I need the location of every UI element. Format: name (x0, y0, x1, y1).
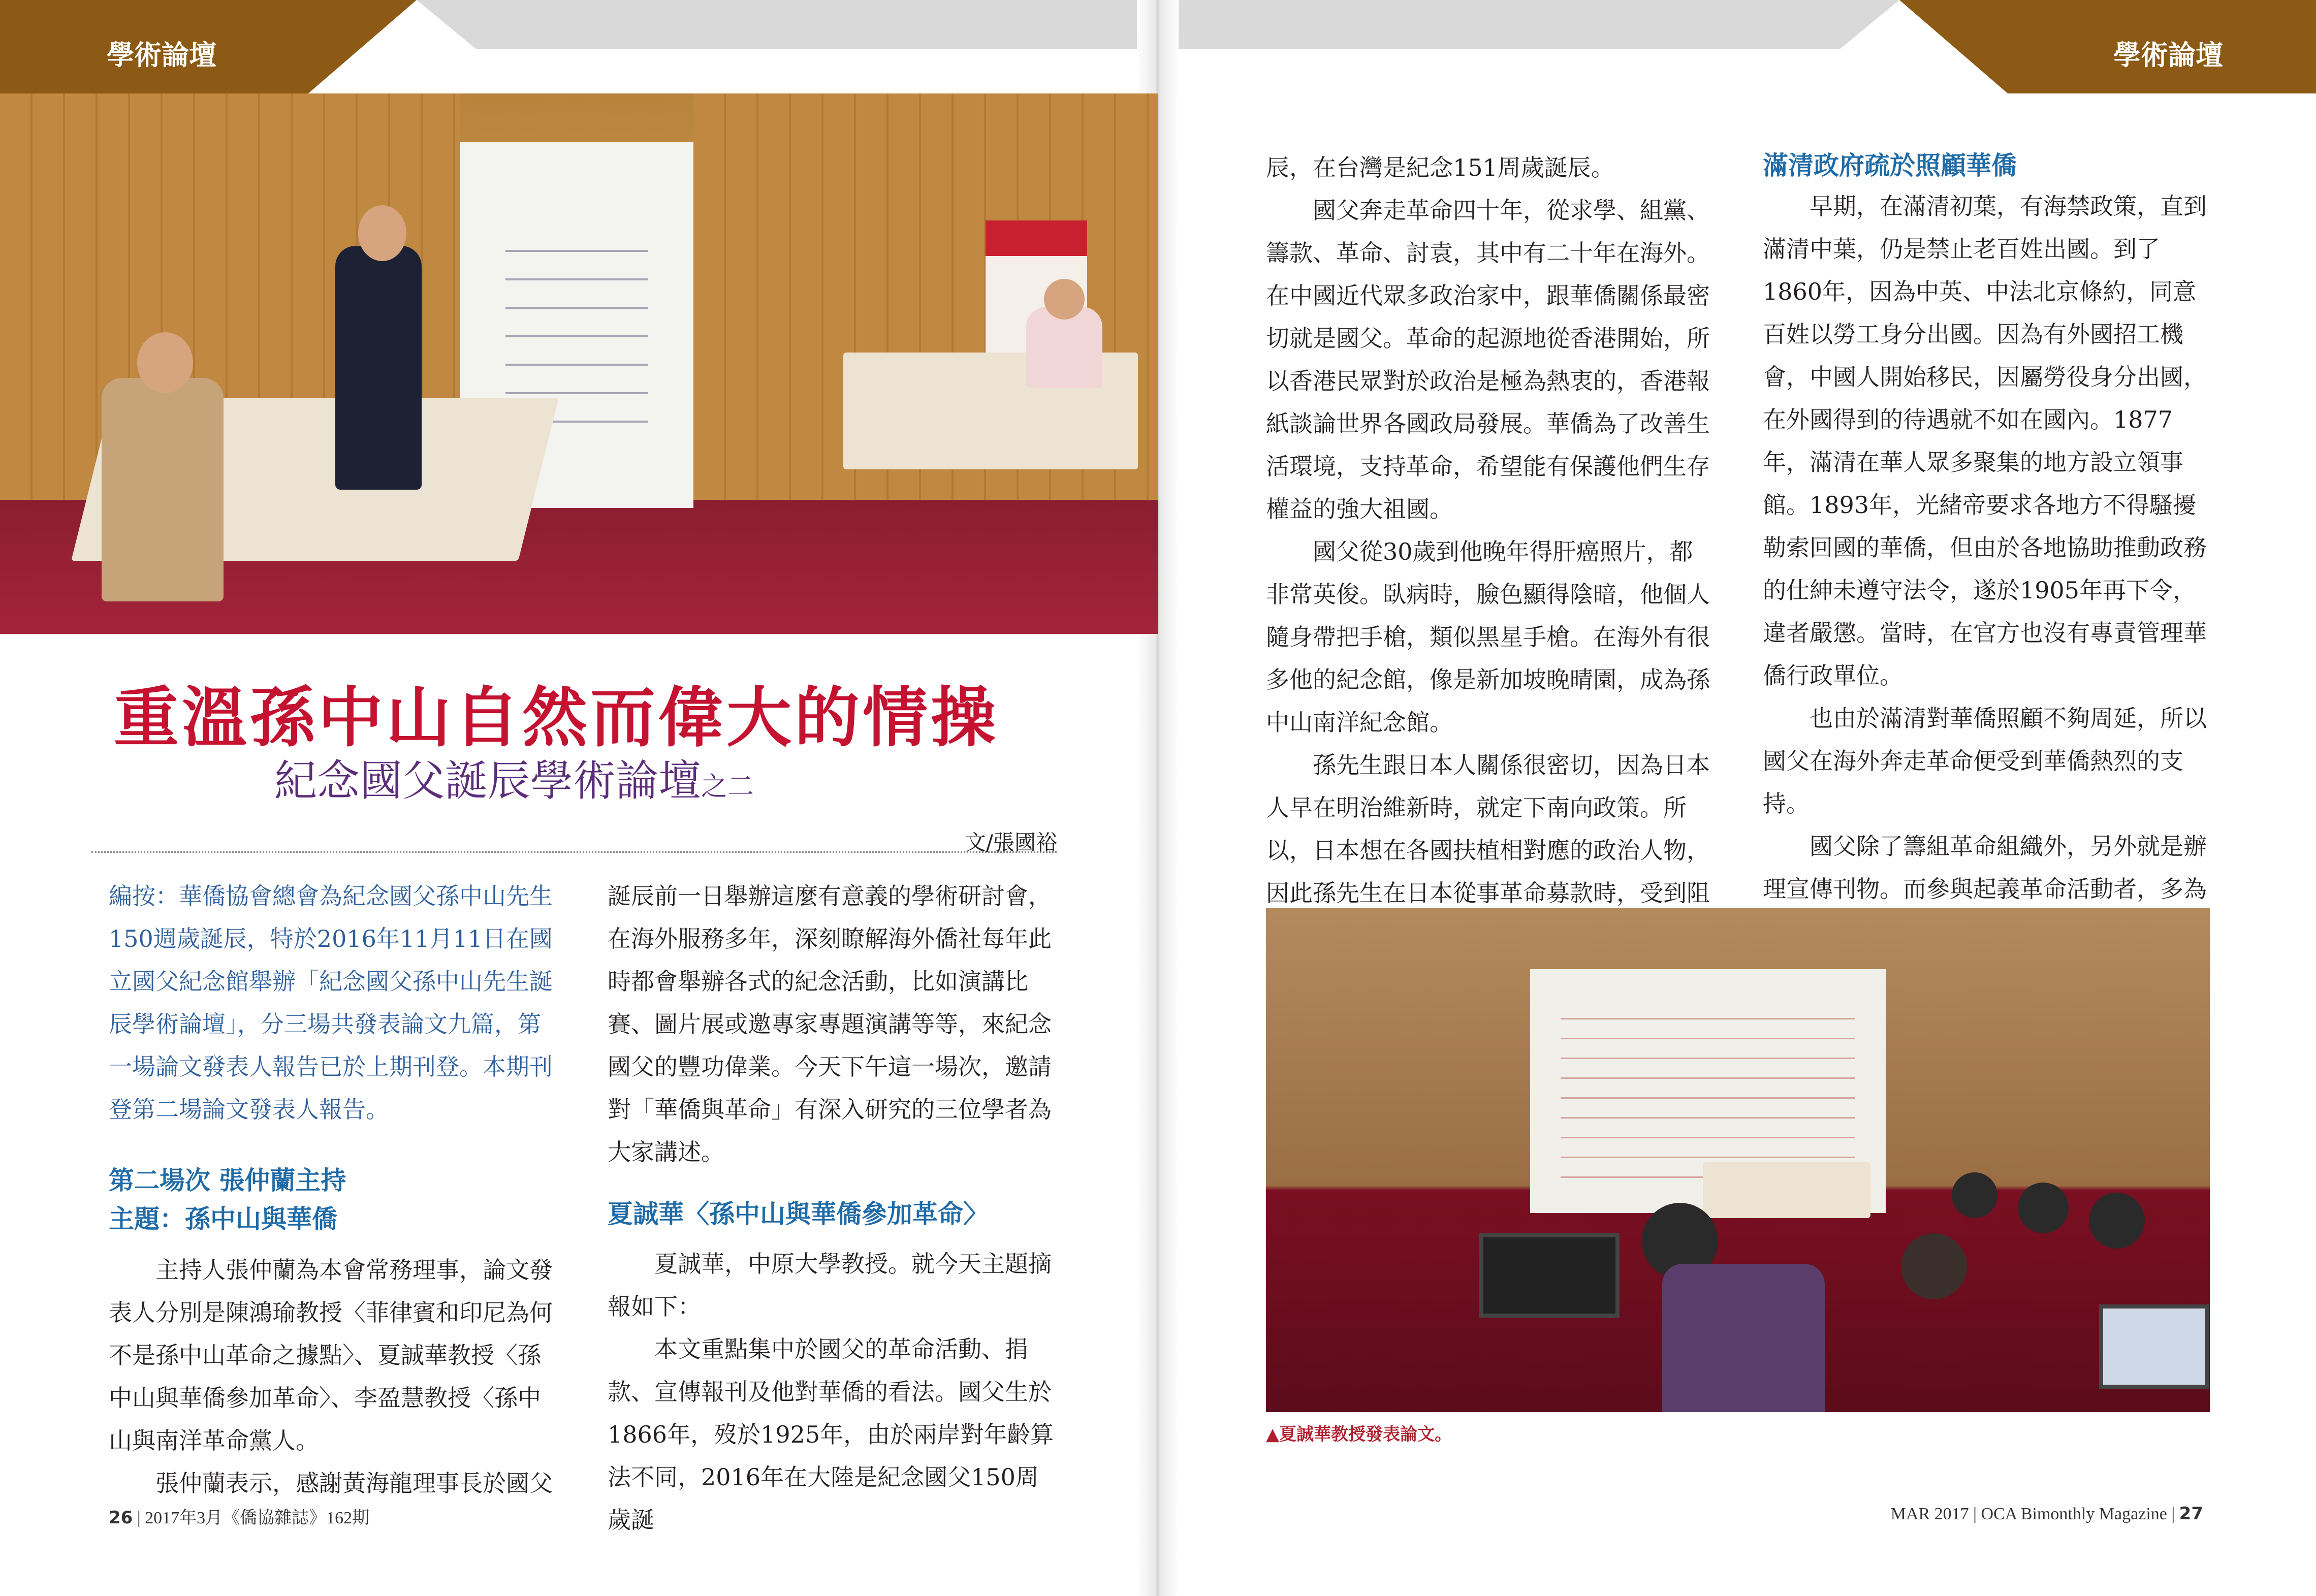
left-column-2 (608, 875, 1055, 1541)
seated-right-head (1044, 279, 1085, 320)
standing-host (335, 246, 422, 490)
col4-paragraph-1: 早期，在滿清初葉，有海禁政策，直到滿清中葉，仍是禁止老百姓出國。到了1860年，因為中英、中法北京條約，同意百姓以勞工身分出國。因為有外國招工機會，中國人開始移民，因屬勞役身分出國，在外國得到的待遇就不如在國內。1877年，滿清在華人眾多聚集的地方設立領事館。1893年，光緒帝要求各地方不得騷擾勒索回國的華僑，但由於各地協助推動政務的仕紳未遵守法令，遂於1905年再下令，違者嚴懲。當時，在官方也沒有專責管理華僑行政單位。 (1763, 193, 2207, 689)
session-topic: 主題：孫中山與華僑 (109, 1204, 337, 1234)
col3-paragraph-0: 辰，在台灣是紀念151周歲誕辰。 (1266, 154, 1614, 181)
audience-presenter-back (1662, 1264, 1825, 1412)
footer-right (1891, 1504, 2203, 1524)
paper-heading-hsia: 夏誠華〈孫中山與華僑參加革命〉 (608, 1199, 989, 1229)
col3-paragraph-2: 國父從30歲到他晚年得肝癌照片，都非常英俊。臥病時，臉色顯得陰暗，他個人隨身帶把手槍，類似黑星手槍。在海外有很多他的紀念館，像是新加坡晚晴園，成為孫中山南洋紀念館。 (1266, 538, 1710, 736)
seated-left-head (137, 332, 193, 393)
subtitle-text: 紀念國父誕辰學術論壇 (274, 756, 702, 806)
header-right-label: 學術論壇 (2113, 39, 2223, 71)
article-subtitle (274, 747, 754, 808)
audience-member (1952, 1172, 1997, 1218)
right-page-number: 27 (2179, 1504, 2203, 1524)
left-page-number: 26 (109, 1508, 133, 1528)
col2-paragraph-3: 本文重點集中於國父的革命活動、捐款、宣傳報刊及他對華僑的看法。國父生於1866年，歿於1925年，由於兩岸對年齡算法不同，2016年在大陸是紀念國父150周歲誕 (608, 1335, 1054, 1534)
col4-paragraph-2: 也由於滿清對華僑照顧不夠周延，所以國父在海外奔走革命便受到華僑熱烈的支持。 (1763, 705, 2207, 817)
article-title: 重溫孫中山自然而偉大的情操 (114, 680, 999, 756)
col4-paragraph-3: 國父除了籌組革命組織外，另外就是辦理宣傳刊物。而參與起義革命活動者，多為 (1763, 833, 2207, 903)
col3-paragraph-3: 孫先生跟日本人關係很密切，因為日本人早在明治維新時，就定下南向政策。所以，日本想在各國扶植相對應的政治人物，因此孫先生在日本從事革命募款時，受到阻 (1266, 751, 1710, 907)
col1-paragraph-1: 主持人張仲蘭為本會常務理事，論文發表人分別是陳鴻瑜教授〈菲律賓和印尼為何不是孫中山革命之據點〉、夏誠華教授〈孫中山與華僑參加革命〉、李盈慧教授〈孫中山與南洋革命黨人。 (109, 1256, 553, 1454)
header-left-label: 學術論壇 (107, 39, 216, 71)
section-heading-qing: 滿清政府疏於照顧華僑 (1763, 151, 2017, 180)
right-footer-text: MAR 2017 | OCA Bimonthly Magazine | (1890, 1505, 2175, 1523)
right-column-2 (1763, 146, 2210, 1038)
editor-note: 編按：華僑協會總會為紀念國父孫中山先生150週歲誕辰，特於2016年11月11日在國立國父紀念館舉辦「紀念國父孫中山先生誕辰學術論壇」，分三場共發表論文九篇，第一場論文發表人報告已於上期刊登。本期刊登第二場論文發表人報告。 (109, 882, 553, 1123)
seated-professor-left (102, 378, 224, 601)
audience-member (2018, 1183, 2069, 1233)
left-footer-text: 2017年3月《僑協雜誌》162期 (145, 1509, 370, 1527)
forum-photo-presentation (1266, 908, 2210, 1412)
right-column-1 (1266, 146, 1713, 957)
col2-paragraph-2: 夏誠華，中原大學教授。就今天主題摘報如下： (608, 1250, 1052, 1320)
photo2-caption: ▲夏誠華教授發表論文。 (1266, 1424, 1452, 1445)
laptop (2099, 1304, 2209, 1389)
left-column-1 (109, 875, 556, 1505)
laptop (1479, 1233, 1620, 1318)
presenter-table (1703, 1162, 1870, 1218)
host-head (358, 205, 406, 261)
author-divider (91, 851, 1057, 853)
session-heading: 第二場次 張仲蘭主持 (109, 1166, 346, 1195)
footer-left: 26 | 2017年3月《僑協雜誌》162期 (109, 1508, 370, 1528)
col2-paragraph-1: 誕辰前一日舉辦這麼有意義的學術研討會，在海外服務多年，深刻瞭解海外僑社每年此時都會舉辦各式的紀念活動，比如演講比賽、圖片展或邀專家專題演講等等，來紀念國父的豐功偉業。今天下午這一場次，邀請對「華僑與革命」有深入研究的三位學者為大家講述。 (608, 882, 1052, 1166)
forum-photo-host (0, 93, 1158, 634)
header-tab-right (1899, 0, 2316, 93)
author-byline: 文/張國裕 (964, 830, 1057, 855)
col3-paragraph-1: 國父奔走革命四十年，從求學、組黨、籌款、革命、討袁，其中有二十年在海外。在中國近代眾多政治家中，跟華僑關係最密切就是國父。革命的起源地從香港開始，所以香港民眾對於政治是極為熱衷的，香港報紙談論世界各國政局發展。華僑為了改善生活環境，支持革命，希望能有保護他們生存權益的強大祖國。 (1266, 197, 1710, 523)
col1-paragraph-2: 張仲蘭表示，感謝黃海龍理事長於國父 (155, 1470, 553, 1497)
subtitle-suffix: 之二 (701, 772, 754, 802)
audience-member (1901, 1233, 1967, 1299)
audience-member (2089, 1193, 2145, 1249)
